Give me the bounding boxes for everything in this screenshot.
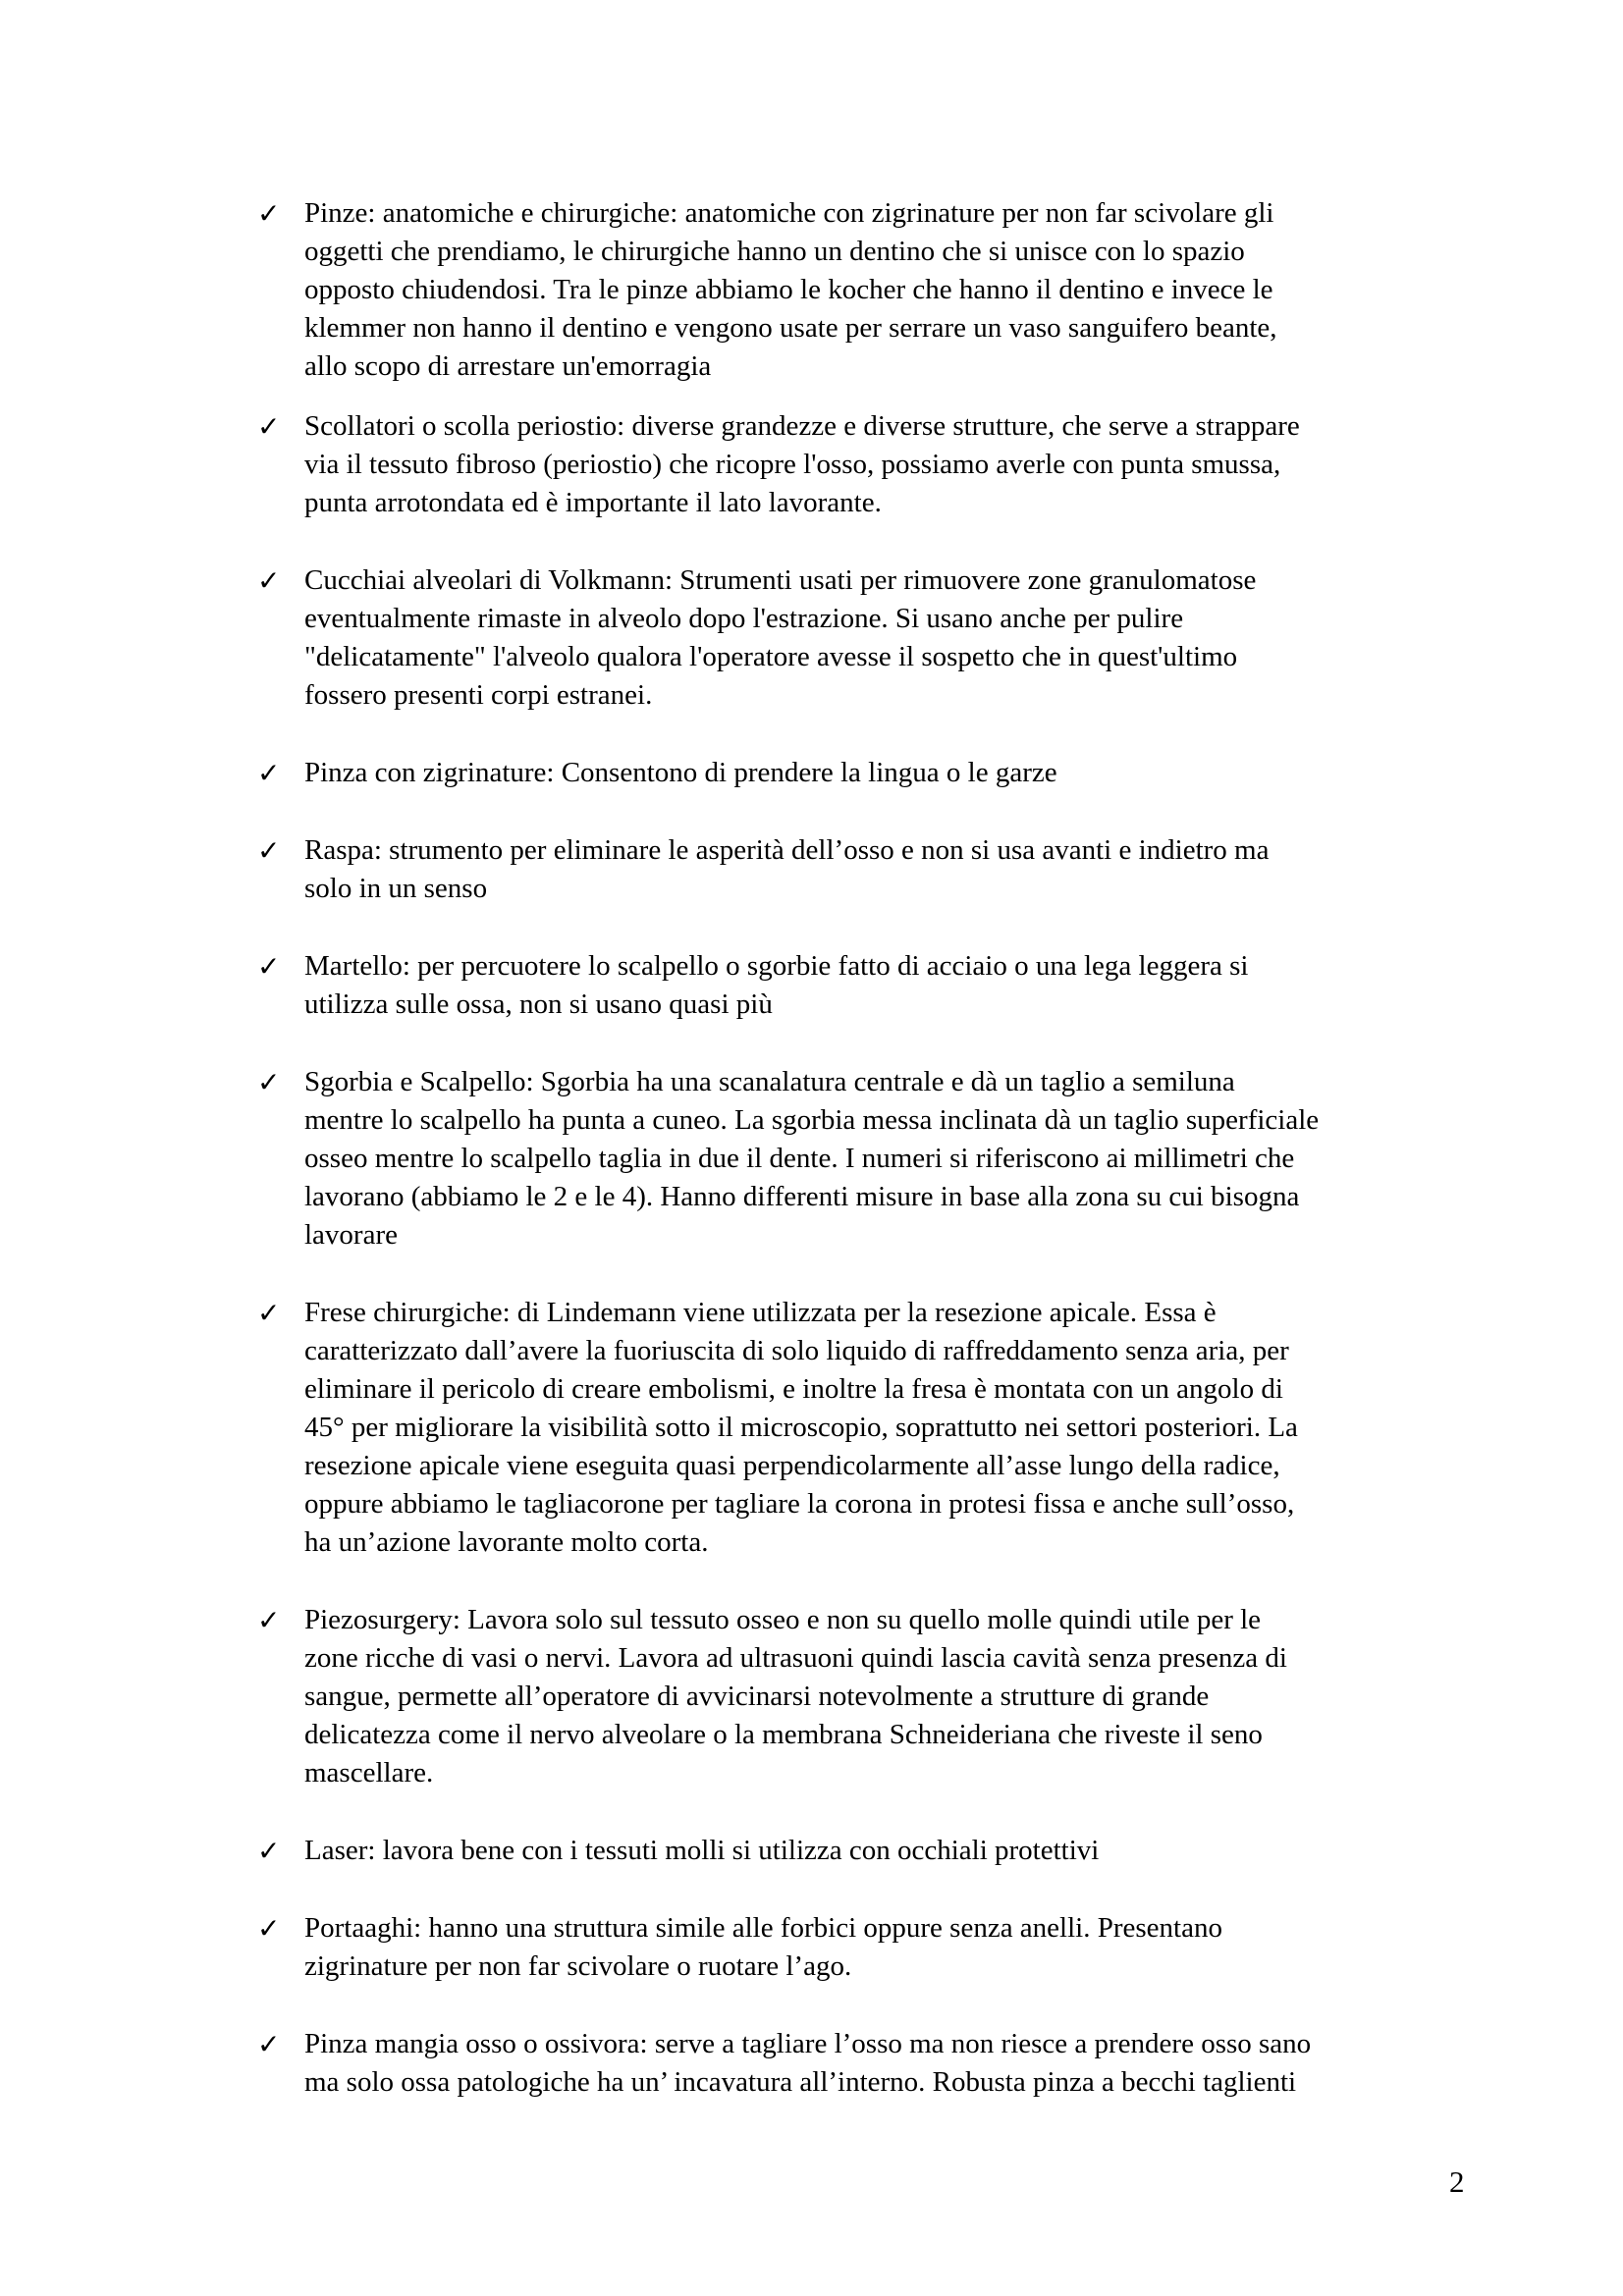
check-mark-icon: ✓: [257, 564, 281, 597]
text-line: eliminare il pericolo di creare embolismi, e inoltre la fresa è montata con un angolo di: [304, 1373, 1283, 1405]
list-item: [257, 1063, 1485, 1255]
list-item: [257, 1832, 1485, 1870]
text-line: solo in un senso: [304, 873, 488, 904]
text-line: ha un’azione lavorante molto corta.: [304, 1526, 709, 1558]
text-line: Sgorbia e Scalpello: Sgorbia ha una scanalatura centrale e dà un taglio a semiluna: [304, 1066, 1235, 1097]
text-line: Pinza mangia osso o ossivora: serve a tagliare l’osso ma non riesce a prendere osso sano: [304, 2028, 1312, 2059]
list-item-text: [304, 1832, 1485, 1870]
text-line: osseo mentre lo scalpello taglia in due il dente. I numeri si riferiscono ai millimetri che: [304, 1143, 1295, 1174]
text-line: zone ricche di vasi o nervi. Lavora ad ultrasuoni quindi lascia cavità senza presenza di: [304, 1642, 1287, 1674]
check-mark-icon: ✓: [257, 757, 281, 789]
text-line: Raspa: strumento per eliminare le asperità dell’osso e non si usa avanti e indietro ma: [304, 834, 1270, 866]
check-mark-icon: ✓: [257, 834, 281, 867]
instrument-list: [257, 194, 1485, 2141]
text-line: Pinze: anatomiche e chirurgiche: anatomiche con zigrinature per non far scivolare gli: [304, 197, 1274, 229]
text-line: fossero presenti corpi estranei.: [304, 679, 653, 711]
text-line: Pinza con zigrinature: Consentono di prendere la lingua o le garze: [304, 757, 1057, 788]
list-item: [257, 831, 1485, 908]
text-line: Martello: per percuotere lo scalpello o sgorbie fatto di acciaio o una lega leggera si: [304, 950, 1249, 982]
page-number: 2: [1449, 2164, 1465, 2199]
check-mark-icon: ✓: [257, 2028, 281, 2060]
check-mark-icon: ✓: [257, 1604, 281, 1636]
text-line: punta arrotondata ed è importante il lato lavorante.: [304, 487, 882, 518]
list-item: [257, 1601, 1485, 1792]
text-line: zigrinature per non far scivolare o ruotare l’ago.: [304, 1950, 852, 1982]
text-line: klemmer non hanno il dentino e vengono usate per serrare un vaso sanguifero beante,: [304, 312, 1277, 344]
list-item-text: [304, 947, 1485, 1024]
list-item: [257, 2025, 1485, 2102]
check-mark-icon: ✓: [257, 197, 281, 230]
check-mark-icon: ✓: [257, 1835, 281, 1867]
text-line: lavorare: [304, 1219, 398, 1251]
text-line: Scollatori o scolla periostio: diverse grandezze e diverse strutture, che serve a strappare: [304, 410, 1300, 442]
list-item-text: [304, 831, 1485, 908]
text-line: mascellare.: [304, 1757, 434, 1789]
text-line: lavorano (abbiamo le 2 e le 4). Hanno differenti misure in base alla zona su cui bisogna: [304, 1181, 1300, 1212]
text-line: caratterizzato dall’avere la fuoriuscita di solo liquido di raffreddamento senza aria, per: [304, 1335, 1289, 1366]
check-mark-icon: ✓: [257, 950, 281, 983]
text-line: eventualmente rimaste in alveolo dopo l'estrazione. Si usano anche per pulire: [304, 603, 1184, 634]
text-line: 45° per migliorare la visibilità sotto il microscopio, soprattutto nei settori posteriori. La: [304, 1412, 1298, 1443]
check-mark-icon: ✓: [257, 1066, 281, 1098]
list-item-text: [304, 1294, 1485, 1562]
list-item: [257, 561, 1485, 715]
text-line: "delicatamente" l'alveolo qualora l'operatore avesse il sospetto che in quest'ultimo: [304, 641, 1238, 672]
list-item-text: [304, 1601, 1485, 1792]
check-mark-icon: ✓: [257, 1297, 281, 1329]
list-item: [257, 1294, 1485, 1562]
text-line: Laser: lavora bene con i tessuti molli si utilizza con occhiali protettivi: [304, 1835, 1100, 1866]
list-item-text: [304, 407, 1485, 522]
text-line: ma solo ossa patologiche ha un’ incavatura all’interno. Robusta pinza a becchi taglienti: [304, 2066, 1297, 2098]
text-line: Cucchiai alveolari di Volkmann: Strumenti usati per rimuovere zone granulomatose: [304, 564, 1257, 596]
list-item-text: [304, 754, 1485, 792]
text-line: resezione apicale viene eseguita quasi perpendicolarmente all’asse lungo della radice,: [304, 1450, 1280, 1481]
text-line: sangue, permette all’operatore di avvicinarsi notevolmente a strutture di grande: [304, 1681, 1210, 1712]
list-item: [257, 407, 1485, 522]
text-line: via il tessuto fibroso (periostio) che ricopre l'osso, possiamo averle con punta smussa,: [304, 449, 1281, 480]
text-line: utilizza sulle ossa, non si usano quasi più: [304, 988, 773, 1020]
text-line: opposto chiudendosi. Tra le pinze abbiamo le kocher che hanno il dentino e invece le: [304, 274, 1273, 305]
text-line: Piezosurgery: Lavora solo sul tessuto osseo e non su quello molle quindi utile per le: [304, 1604, 1262, 1635]
list-item-text: [304, 194, 1485, 386]
list-item-text: [304, 561, 1485, 715]
list-item: [257, 754, 1485, 792]
text-line: delicatezza come il nervo alveolare o la membrana Schneideriana che riveste il seno: [304, 1719, 1263, 1750]
list-item: [257, 1909, 1485, 1986]
text-line: allo scopo di arrestare un'emorragia: [304, 350, 712, 382]
list-item-text: [304, 2025, 1485, 2102]
check-mark-icon: ✓: [257, 410, 281, 443]
text-line: oppure abbiamo le tagliacorone per tagliare la corona in protesi fissa e anche sull’osso,: [304, 1488, 1295, 1520]
check-mark-icon: ✓: [257, 1912, 281, 1945]
list-item-text: [304, 1063, 1485, 1255]
text-line: oggetti che prendiamo, le chirurgiche hanno un dentino che si unisce con lo spazio: [304, 236, 1245, 267]
text-line: Portaaghi: hanno una struttura simile alle forbici oppure senza anelli. Presentano: [304, 1912, 1222, 1944]
text-line: mentre lo scalpello ha punta a cuneo. La sgorbia messa inclinata dà un taglio superficiale: [304, 1104, 1320, 1136]
list-item: [257, 194, 1485, 386]
text-line: Frese chirurgiche: di Lindemann viene utilizzata per la resezione apicale. Essa è: [304, 1297, 1217, 1328]
list-item-text: [304, 1909, 1485, 1986]
list-item: [257, 947, 1485, 1024]
